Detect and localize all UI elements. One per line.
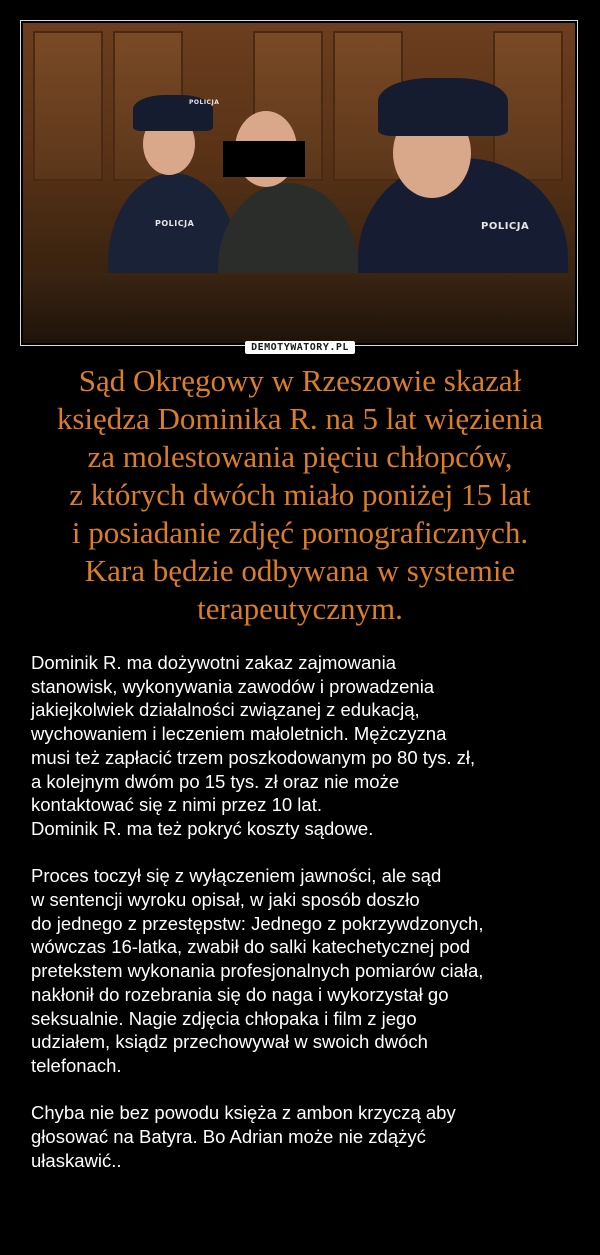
description-line: w sentencji wyroku opisał, w jaki sposób doszło	[31, 889, 420, 911]
description-line: seksualnie. Nagie zdjęcia chłopaka i film z jego	[31, 1007, 417, 1029]
photo-frame	[20, 20, 578, 346]
description-line: wychowaniem i leczeniem małoletnich. Mężczyzna	[31, 723, 447, 745]
courtroom-photo	[23, 23, 575, 343]
wood-panel	[33, 31, 103, 181]
headline-line: Kara będzie odbywana w systemie	[84, 553, 516, 588]
description-line	[31, 1078, 576, 1102]
description-line: stanowisk, wykonywania zawodów i prowadzenia	[31, 675, 435, 697]
description-line: jakiejkolwiek działalności związanej z edukacją,	[31, 699, 420, 721]
headline-line: księdza Dominika R. na 5 lat więzienia	[56, 401, 544, 436]
description-line	[31, 841, 576, 865]
description-line: pretekstem wykonania profesjonalnych pomiarów ciała,	[31, 960, 484, 982]
description-line: do jednego z przestępstw: Jednego z pokrzywdzonych,	[31, 912, 484, 934]
cap-label: POLICJA	[189, 99, 220, 106]
courtroom-bench	[23, 273, 575, 343]
watermark: DEMOTYWATORY.PL	[245, 341, 355, 354]
description-line: musi też zapłacić trzem poszkodowanym po 80 tys. zł,	[31, 746, 476, 768]
headline-line: z których dwóch miało poniżej 15 lat	[69, 477, 531, 512]
description-line: udziałem, ksiądz przechowywał w swoich dwóch	[31, 1031, 428, 1053]
officer-right-cap	[378, 78, 508, 136]
headline-line: za molestowania pięciu chłopców,	[87, 439, 513, 474]
description-line: głosować na Batyra. Bo Adrian może nie zdążyć	[31, 1126, 426, 1148]
uniform-label: POLICJA	[155, 219, 195, 228]
description-line: Chyba nie bez powodu księża z ambon krzyczą aby	[31, 1102, 456, 1124]
headline-line: Sąd Okręgowy w Rzeszowie skazał	[78, 363, 522, 398]
description-line: kontaktować się z nimi przez 10 lat.	[31, 794, 322, 816]
description-line: telefonach.	[31, 1054, 122, 1076]
censor-bar	[223, 141, 305, 177]
headline	[18, 362, 582, 628]
headline-line: i posiadanie zdjęć pornograficznych.	[71, 515, 529, 550]
description-line: ułaskawić..	[31, 1149, 122, 1171]
description-line: Dominik R. ma też pokryć koszty sądowe.	[31, 817, 374, 839]
description-line: Proces toczył się z wyłączeniem jawności, ale sąd	[31, 865, 442, 887]
description-line: nakłonił do rozebrania się do naga i wykorzystał go	[31, 983, 449, 1005]
headline-line: terapeutycznym.	[197, 591, 403, 626]
watermark-container	[0, 337, 600, 355]
description-line: wówczas 16-latka, zwabił do salki katechetycznej pod	[31, 936, 471, 958]
uniform-label: POLICJA	[481, 221, 530, 232]
description-line: a kolejnym dwóm po 15 tys. zł oraz nie może	[31, 770, 400, 792]
description-line: Dominik R. ma dożywotni zakaz zajmowania	[31, 652, 396, 673]
description-text	[31, 651, 576, 1172]
